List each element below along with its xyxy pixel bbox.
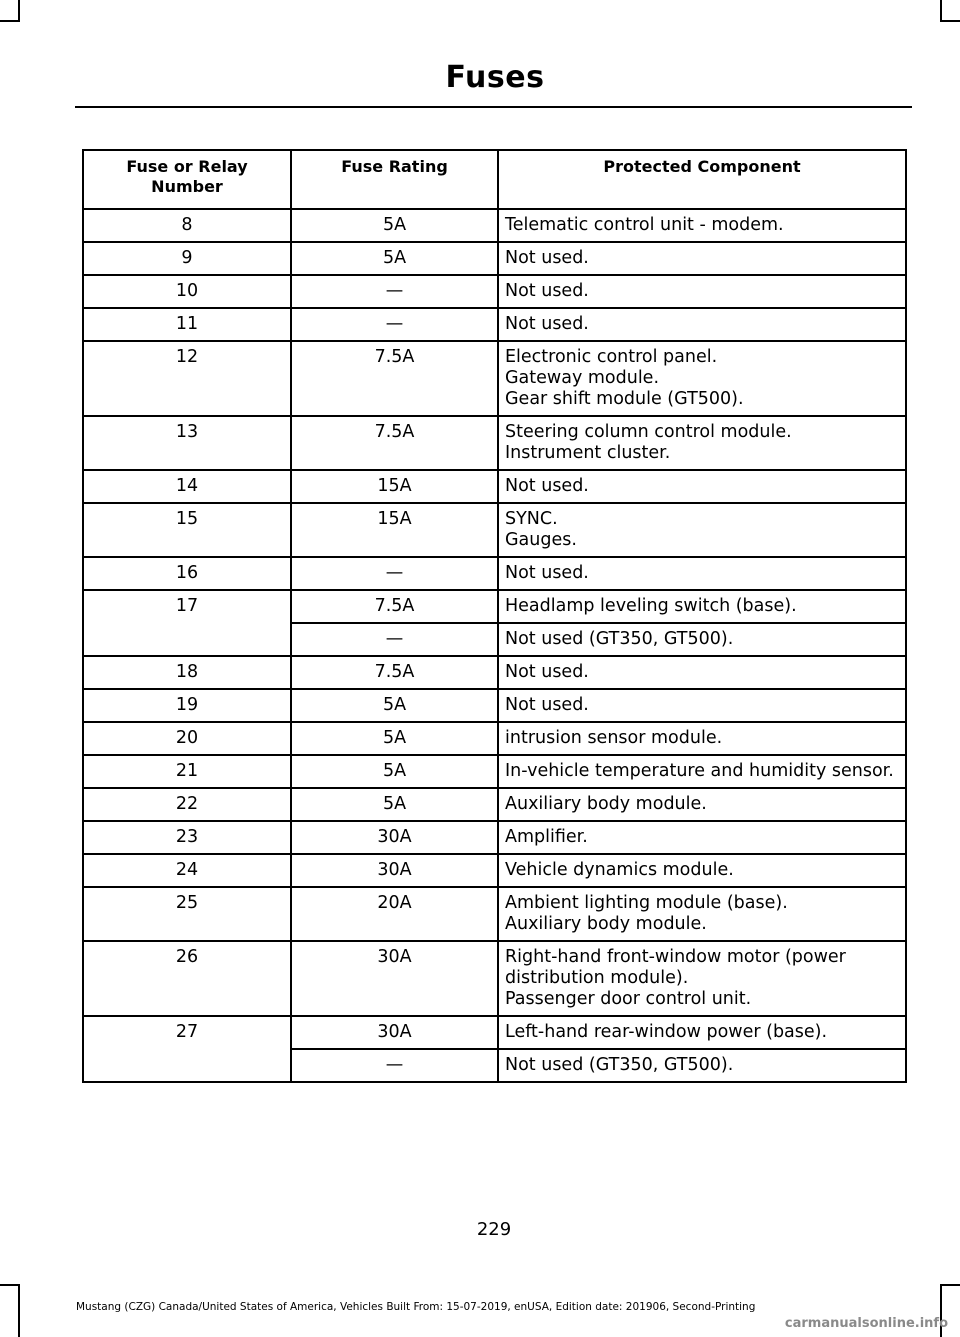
protected-component-cell (498, 689, 906, 722)
protected-component-line: Not used. (505, 281, 589, 301)
fuse-number-cell: 20 (83, 722, 291, 755)
protected-component-cell (498, 308, 906, 341)
table-row (83, 755, 906, 788)
fuse-rating-cell: — (291, 275, 498, 308)
protected-component-cell (498, 623, 906, 656)
fuse-rating-cell: 7.5A (291, 416, 498, 470)
protected-component-line: Not used. (505, 563, 589, 583)
fuse-rating-cell: — (291, 557, 498, 590)
protected-component-cell (498, 854, 906, 887)
protected-component-line: Not used. (505, 314, 589, 334)
crop-mark-top-right (940, 20, 960, 22)
protected-component-line: Auxiliary body module. (505, 914, 707, 934)
protected-component-line: Right-hand front-window motor (power distribution module). (505, 947, 846, 988)
column-header-protected-component: Protected Component (498, 150, 906, 209)
fuse-number-cell: 17 (83, 590, 291, 656)
table-row (83, 242, 906, 275)
fuse-rating-cell: 5A (291, 209, 498, 242)
protected-component-cell (498, 275, 906, 308)
table-row (83, 821, 906, 854)
protected-component-cell (498, 209, 906, 242)
protected-component-cell (498, 470, 906, 503)
fuse-rating-cell: 5A (291, 788, 498, 821)
column-header-fuse-number: Fuse or Relay Number (83, 150, 291, 209)
fuse-rating-cell: 5A (291, 242, 498, 275)
fuse-rating-cell: 5A (291, 722, 498, 755)
protected-component-cell (498, 1016, 906, 1049)
fuse-number-cell: 9 (83, 242, 291, 275)
table-row (83, 689, 906, 722)
table-row (83, 590, 906, 623)
table-row (83, 308, 906, 341)
table-row (83, 503, 906, 557)
protected-component-line: Auxiliary body module. (505, 794, 707, 814)
protected-component-line: Headlamp leveling switch (base). (505, 596, 797, 616)
fuse-rating-cell: 7.5A (291, 656, 498, 689)
fuse-number-cell: 27 (83, 1016, 291, 1082)
fuse-number-cell: 13 (83, 416, 291, 470)
fuse-rating-cell: 5A (291, 689, 498, 722)
crop-mark-bottom-left (0, 1284, 18, 1286)
crop-mark-bottom-left (18, 1284, 20, 1337)
fuse-number-cell: 12 (83, 341, 291, 416)
fuse-number-cell: 22 (83, 788, 291, 821)
protected-component-line: Not used. (505, 695, 589, 715)
table-row (83, 275, 906, 308)
protected-component-line: Instrument cluster. (505, 443, 671, 463)
crop-mark-bottom-right (940, 1284, 960, 1286)
fuse-number-cell: 16 (83, 557, 291, 590)
table-row (83, 341, 906, 416)
protected-component-cell (498, 590, 906, 623)
fuse-rating-cell: 20A (291, 887, 498, 941)
protected-component-line: Not used (GT350, GT500). (505, 629, 734, 649)
protected-component-line: In-vehicle temperature and humidity sensor. (505, 761, 894, 781)
footer-text: Mustang (CZG) Canada/United States of America, Vehicles Built From: 15-07-2019, enUSA, Edition date: 201906, Second-Printing (76, 1301, 756, 1313)
protected-component-cell (498, 755, 906, 788)
fuse-rating-cell: 30A (291, 941, 498, 1016)
protected-component-line: Not used. (505, 476, 589, 496)
protected-component-line: Left-hand rear-window power (base). (505, 1022, 828, 1042)
protected-component-line: intrusion sensor module. (505, 728, 723, 748)
fuse-number-cell: 8 (83, 209, 291, 242)
table-row (83, 656, 906, 689)
fuse-number-cell: 10 (83, 275, 291, 308)
protected-component-line: SYNC. (505, 509, 558, 529)
fuse-number-cell: 11 (83, 308, 291, 341)
protected-component-line: Passenger door control unit. (505, 989, 752, 1009)
protected-component-line: Not used. (505, 662, 589, 682)
table-row (83, 416, 906, 470)
fuse-rating-cell: 5A (291, 755, 498, 788)
protected-component-cell (498, 656, 906, 689)
table-row (83, 557, 906, 590)
fuse-rating-cell: — (291, 308, 498, 341)
column-header-fuse-rating: Fuse Rating (291, 150, 498, 209)
fuse-rating-cell: 7.5A (291, 341, 498, 416)
crop-mark-top-left (0, 20, 20, 22)
page-title: Fuses (445, 60, 545, 95)
fuse-rating-cell: 15A (291, 503, 498, 557)
table-header-row (83, 150, 906, 209)
protected-component-line: Steering column control module. (505, 422, 792, 442)
protected-component-line: Amplifier. (505, 827, 588, 847)
protected-component-cell (498, 503, 906, 557)
fuse-number-cell: 26 (83, 941, 291, 1016)
protected-component-line: Gateway module. (505, 368, 660, 388)
protected-component-cell (498, 557, 906, 590)
protected-component-cell (498, 887, 906, 941)
protected-component-cell (498, 416, 906, 470)
table-row (83, 470, 906, 503)
protected-component-line: Not used (GT350, GT500). (505, 1055, 734, 1075)
table-row (83, 1016, 906, 1049)
table-row (83, 854, 906, 887)
protected-component-line: Not used. (505, 248, 589, 268)
fuse-rating-cell: 30A (291, 854, 498, 887)
protected-component-line: Gear shift module (GT500). (505, 389, 744, 409)
protected-component-cell (498, 242, 906, 275)
table-row (83, 209, 906, 242)
fuse-rating-cell: 30A (291, 821, 498, 854)
fuse-rating-cell: 30A (291, 1016, 498, 1049)
page-number: 229 (476, 1219, 512, 1240)
fuse-number-cell: 23 (83, 821, 291, 854)
table-row (83, 722, 906, 755)
crop-mark-top-right (940, 0, 942, 20)
header-divider (75, 106, 912, 108)
table-row (83, 941, 906, 1016)
protected-component-line: Ambient lighting module (base). (505, 893, 788, 913)
fuse-number-cell: 15 (83, 503, 291, 557)
crop-mark-top-left (18, 0, 20, 20)
protected-component-cell (498, 941, 906, 1016)
table-row (83, 788, 906, 821)
fuse-number-cell: 18 (83, 656, 291, 689)
protected-component-cell (498, 821, 906, 854)
fuse-rating-cell: — (291, 623, 498, 656)
fuse-rating-cell: 15A (291, 470, 498, 503)
protected-component-line: Gauges. (505, 530, 577, 550)
fuse-table-body (83, 209, 906, 1082)
protected-component-line: Electronic control panel. (505, 347, 718, 367)
protected-component-cell (498, 788, 906, 821)
fuse-number-cell: 14 (83, 470, 291, 503)
watermark: carmanualsonline.info (784, 1316, 948, 1331)
protected-component-cell (498, 341, 906, 416)
fuse-rating-cell: — (291, 1049, 498, 1082)
protected-component-line: Telematic control unit - modem. (505, 215, 784, 235)
fuse-number-cell: 19 (83, 689, 291, 722)
protected-component-cell (498, 1049, 906, 1082)
fuse-number-cell: 24 (83, 854, 291, 887)
protected-component-line: Vehicle dynamics module. (505, 860, 734, 880)
fuse-number-cell: 21 (83, 755, 291, 788)
fuse-rating-cell: 7.5A (291, 590, 498, 623)
fuse-number-cell: 25 (83, 887, 291, 941)
fuse-table (82, 149, 907, 1083)
protected-component-cell (498, 722, 906, 755)
table-row (83, 887, 906, 941)
